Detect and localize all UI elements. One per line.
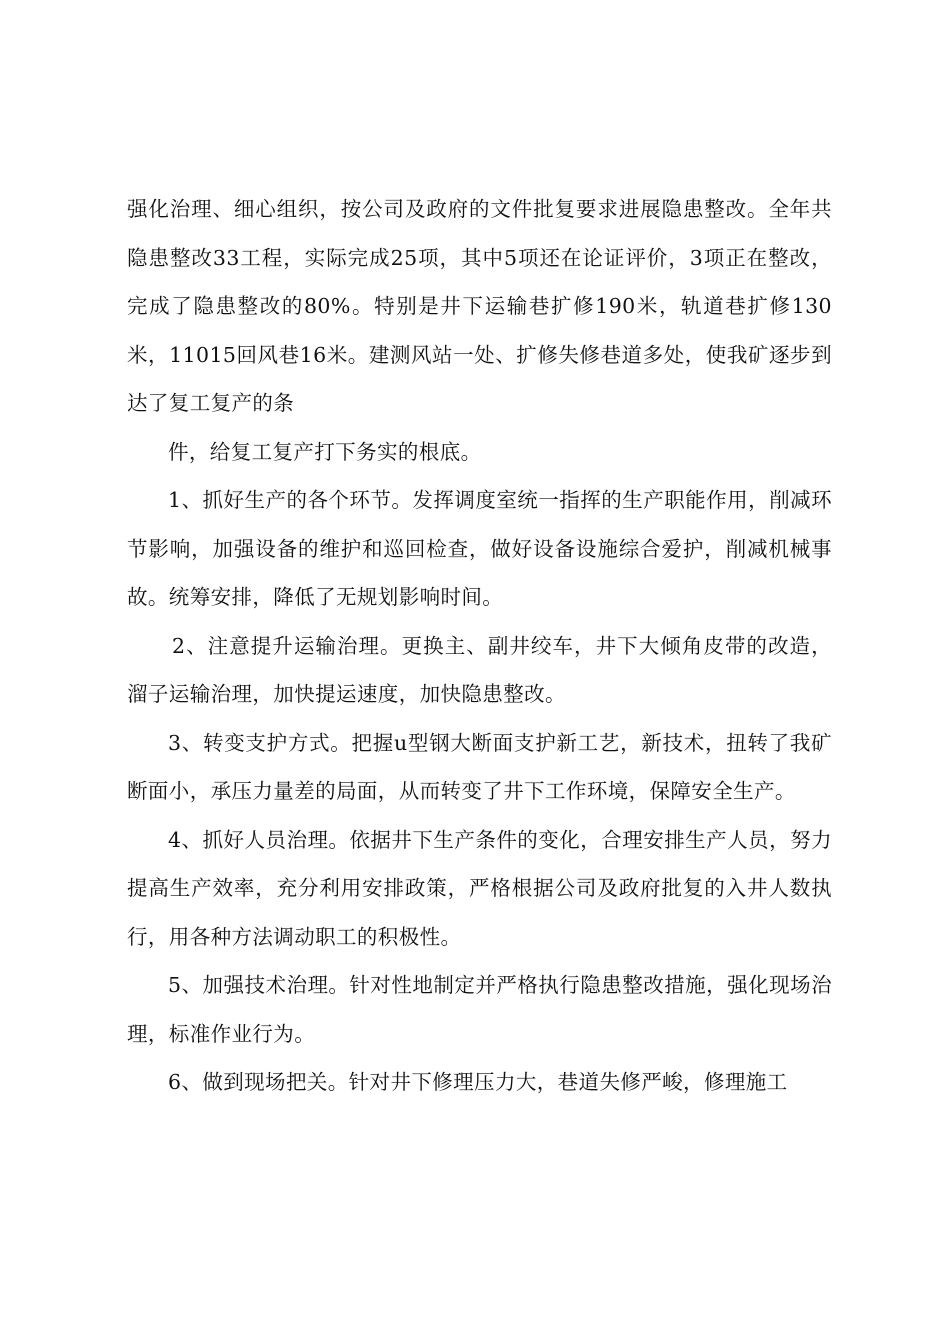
paragraph-item-1: 1、抓好生产的各个环节。发挥调度室统一指挥的生产职能作用，削减环节影响，加强设备的维护和巡回检查，做好设备设施综合爱护，削减机械事故。统筹安排，降低了无规划影响时间。 [127, 488, 832, 609]
paragraph-item-2: 2、注意提升运输治理。更换主、副井绞车，井下大倾角皮带的改造，溜子运输治理，加快提运速度，加快隐患整改。 [127, 633, 832, 706]
paragraph-item-5: 5、加强技术治理。针对性地制定并严格执行隐患整改措施，强化现场治理，标准作业行为。 [127, 973, 832, 1046]
paragraph-continuation: 件，给复工复产打下务实的根底。 [168, 439, 482, 464]
paragraph-item-4: 4、抓好人员治理。依据井下生产条件的变化，合理安排生产人员，努力提高生产效率，充分利用安排政策，严格根据公司及政府批复的入井人数执行，用各种方法调动职工的积极性。 [127, 827, 832, 949]
document-body [127, 185, 832, 1107]
paragraph-intro: 强化治理、细心组织，按公司及政府的文件批复要求进展隐患整改。全年共隐患整改33工程，实际完成25项，其中5项还在论证评价，3项正在整改，完成了隐患整改的80%。特别是井下运输巷扩修190米，轨道巷扩修130米，11015回风巷16米。建测风站一处、扩修失修巷道多处，使我矿逐步到达了复工复产的条 [127, 197, 832, 415]
paragraph-item-6: 6、做到现场把关。针对井下修理压力大，巷道失修严峻，修理施工 [168, 1070, 788, 1094]
paragraph-item-3: 3、转变支护方式。把握u型钢大断面支护新工艺，新技术，扭转了我矿断面小，承压力量差的局面，从而转变了井下工作环境，保障安全生产。 [127, 730, 832, 803]
